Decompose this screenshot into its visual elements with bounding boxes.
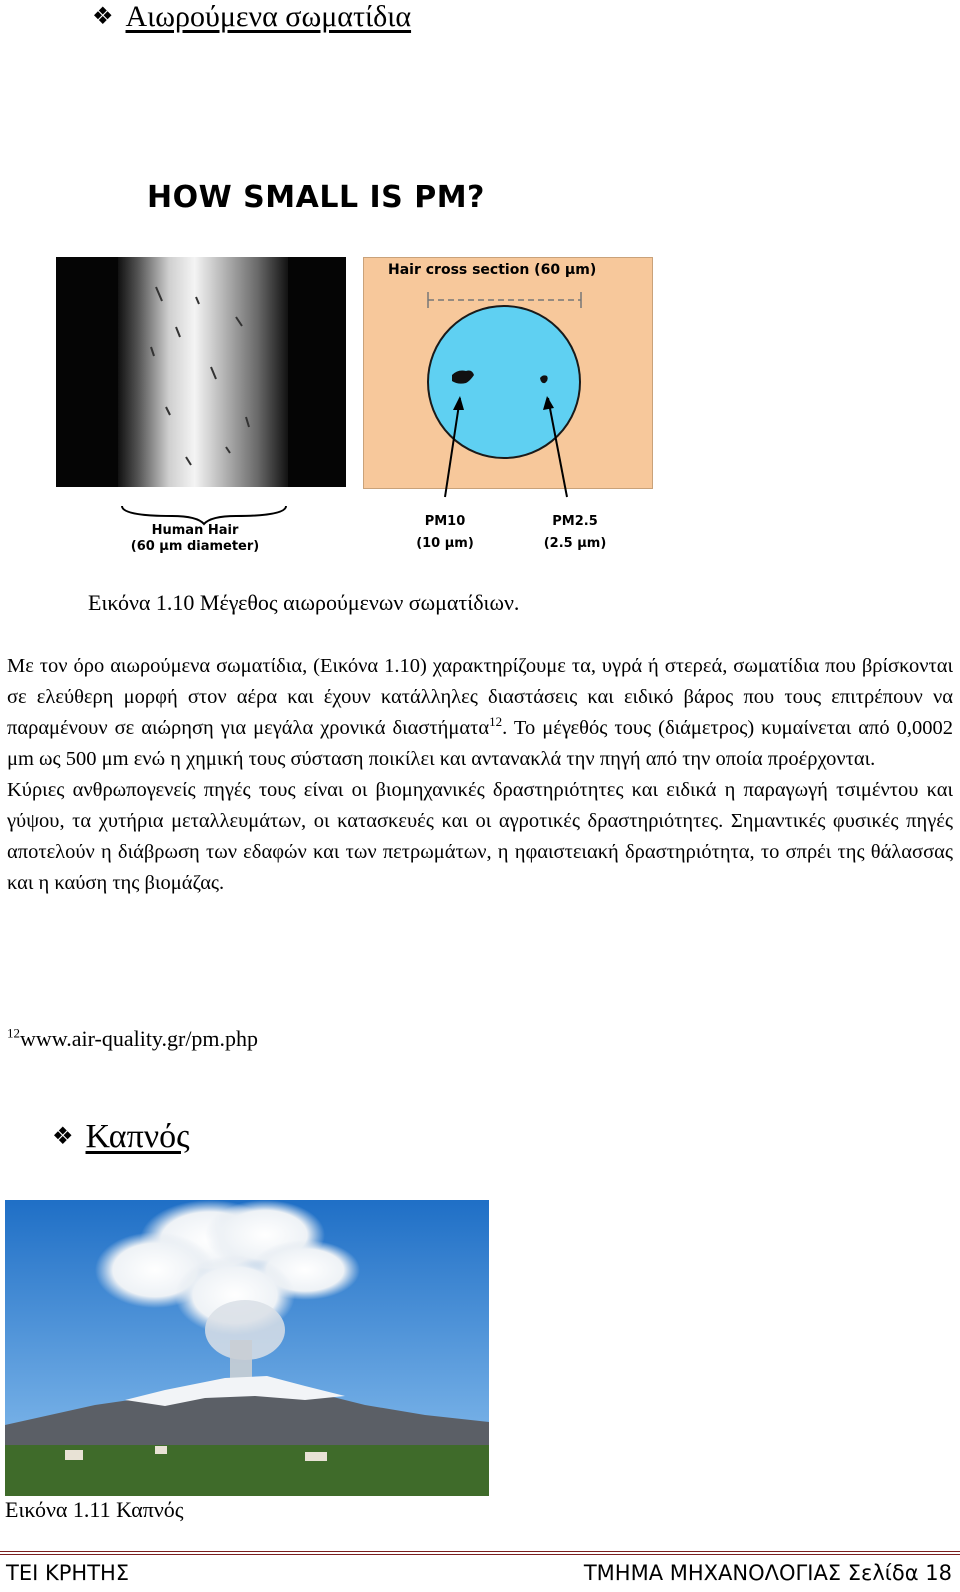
page-footer bbox=[0, 1551, 960, 1592]
footnote-ref: 12 bbox=[489, 714, 503, 730]
volcano-smoke-image bbox=[5, 1200, 489, 1496]
human-hair-label: Human Hair (60 μm diameter) bbox=[130, 523, 260, 554]
figure-caption: Εικόνα 1.10 Μέγεθος αιωρούμενων σωματίδιων. bbox=[88, 590, 520, 615]
figure-title: HOW SMALL IS PM? bbox=[147, 180, 485, 215]
pm10-label: PM10 (10 μm) bbox=[416, 514, 474, 551]
pm-size-figure bbox=[50, 170, 660, 560]
pm25-label: PM2.5 (2.5 μm) bbox=[543, 514, 607, 551]
body-text bbox=[7, 651, 953, 899]
footnote-number: 12 bbox=[7, 1025, 20, 1041]
footer-department-page: ΤΜΗΜΑ ΜΗΧΑΝΟΛΟΓΙΑΣ Σελίδα 18 bbox=[583, 1561, 952, 1585]
footer-institution: ΤΕΙ ΚΡΗΤΗΣ bbox=[6, 1561, 130, 1585]
paragraph: Με τον όρο αιωρούμενα σωματίδια, (Εικόνα 1.10) χαρακτηρίζουμε τα, υγρά ή στερεά, σωματίδια που βρίσκονται σε ελεύθερη μορφή στον αέρα και έχουν κατάλληλες διαστάσεις και ειδικό βάρος που τους επιτρέπουν να παραμένουν σε αιώρηση για μεγάλα χρονικά διαστήματα$^{12}$. Το μέγεθός τους (διάμετρος) κυμαίνεται από 0,0002 μm ως 500 μm ενώ η χημική τους σύσταση ποικίλει και αντανακλά την πηγή από την οποία προέρχονται. bbox=[7, 655, 954, 770]
section-title: Αιωρούμενα σωματίδια bbox=[125, 0, 412, 33]
diamond-bullet-icon: ❖ bbox=[52, 1124, 74, 1150]
cross-section-label: Hair cross section (60 μm) bbox=[388, 262, 597, 278]
diamond-bullet-icon: ❖ bbox=[92, 4, 114, 30]
figure-caption: Εικόνα 1.11 Καπνός bbox=[5, 1497, 184, 1522]
footnote bbox=[7, 1026, 258, 1052]
footnote-link[interactable]: www.air-quality.gr/pm.php bbox=[20, 1026, 259, 1051]
section-heading-particles bbox=[92, 0, 411, 34]
smoke-photo bbox=[5, 1200, 489, 1496]
section-title: Καπνός bbox=[85, 1118, 190, 1155]
paragraph: Κύριες ανθρωπογενείς πηγές τους είναι οι βιομηχανικές δραστηριότητες και ειδικά η παραγωγή τσιμέντου και γύψου, τα χυτήρια μεταλλευμάτων, οι κατασκευές και οι αγροτικές δραστηριότητες. Σημαντικές φυσικές πηγές αποτελούν η διάβρωση των εδαφών και των πετρωμάτων, η ηφαιστειακή δραστηριότητα, το σπρέι της θάλασσας και η καύση της βιομάζας. bbox=[7, 779, 953, 894]
section-heading-smoke bbox=[52, 1118, 190, 1156]
pm-arrows bbox=[50, 170, 660, 560]
